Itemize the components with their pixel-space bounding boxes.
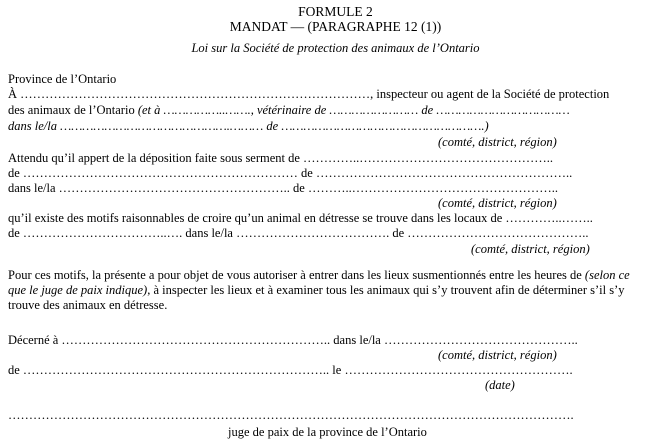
jurisdiction-caption: (comté, district, région) <box>471 242 590 256</box>
premises-line-2: de ……………………………..…. dans le/la ………………………………. de …………………………………….. <box>8 226 589 240</box>
recipient-line-3: dans le/la ……………………………………….……… de ……………………………………………….) <box>8 119 489 133</box>
deponent-line: Attendu qu’il appert de la déposition faite sous serment de …………..……………………………………….. <box>8 151 554 165</box>
province-line: Province de l’Ontario <box>8 72 117 86</box>
premises-line: qu’il existe des motifs raisonnables de croire qu’un animal en détresse se trouve dans les locaux de …………..…….. <box>8 211 593 225</box>
recipient-line: À …………………………………………………………………………, inspecteur ou agent de la Société de protection <box>8 87 610 101</box>
deponent-line-3: dans le/la ……………………………………………….. de ………..………………………………………….. <box>8 181 558 195</box>
date-caption: (date) <box>485 378 515 392</box>
jurisdiction-caption: (comté, district, région) <box>438 348 557 362</box>
form-label: FORMULE 2 <box>298 4 373 19</box>
act-title: Loi sur la Société de protection des animaux de l’Ontario <box>191 41 480 55</box>
jurisdiction-caption: (comté, district, région) <box>438 196 557 210</box>
authorization-paragraph-2: que le juge de paix indique), à inspecter les lieux et à examiner tous les animaux qui s’y trouvent afin de déterminer s’il s’y <box>8 283 625 297</box>
deponent-line-2: de ………………………………………………………… de …………………………………………………….. <box>8 166 573 180</box>
authorization-paragraph: Pour ces motifs, la présente a pour objet de vous autoriser à entrer dans les lieux susmentionnés entre les heures de (selon ce <box>8 268 630 282</box>
form-subtitle: MANDAT — (PARAGRAPHE 12 (1)) <box>229 19 442 34</box>
signature-caption: juge de paix de la province de l’Ontario <box>228 425 427 439</box>
authorization-paragraph-3: trouve des animaux en détresse. <box>8 298 168 312</box>
recipient-line-2: des animaux de l’Ontario (et à ……………..……., vétérinaire de …………………… de ……………………………… <box>8 103 570 117</box>
jurisdiction-caption: (comté, district, région) <box>438 135 557 149</box>
issued-line: Décerné à ……………………………………………………….. dans le/la ……………………………………….. <box>8 333 578 347</box>
signature-line: ………………………………………………………………………………………………………………………. <box>8 408 574 422</box>
issued-date-line: de ……………………………………………………………….. le ………………………………………………. <box>8 363 573 377</box>
